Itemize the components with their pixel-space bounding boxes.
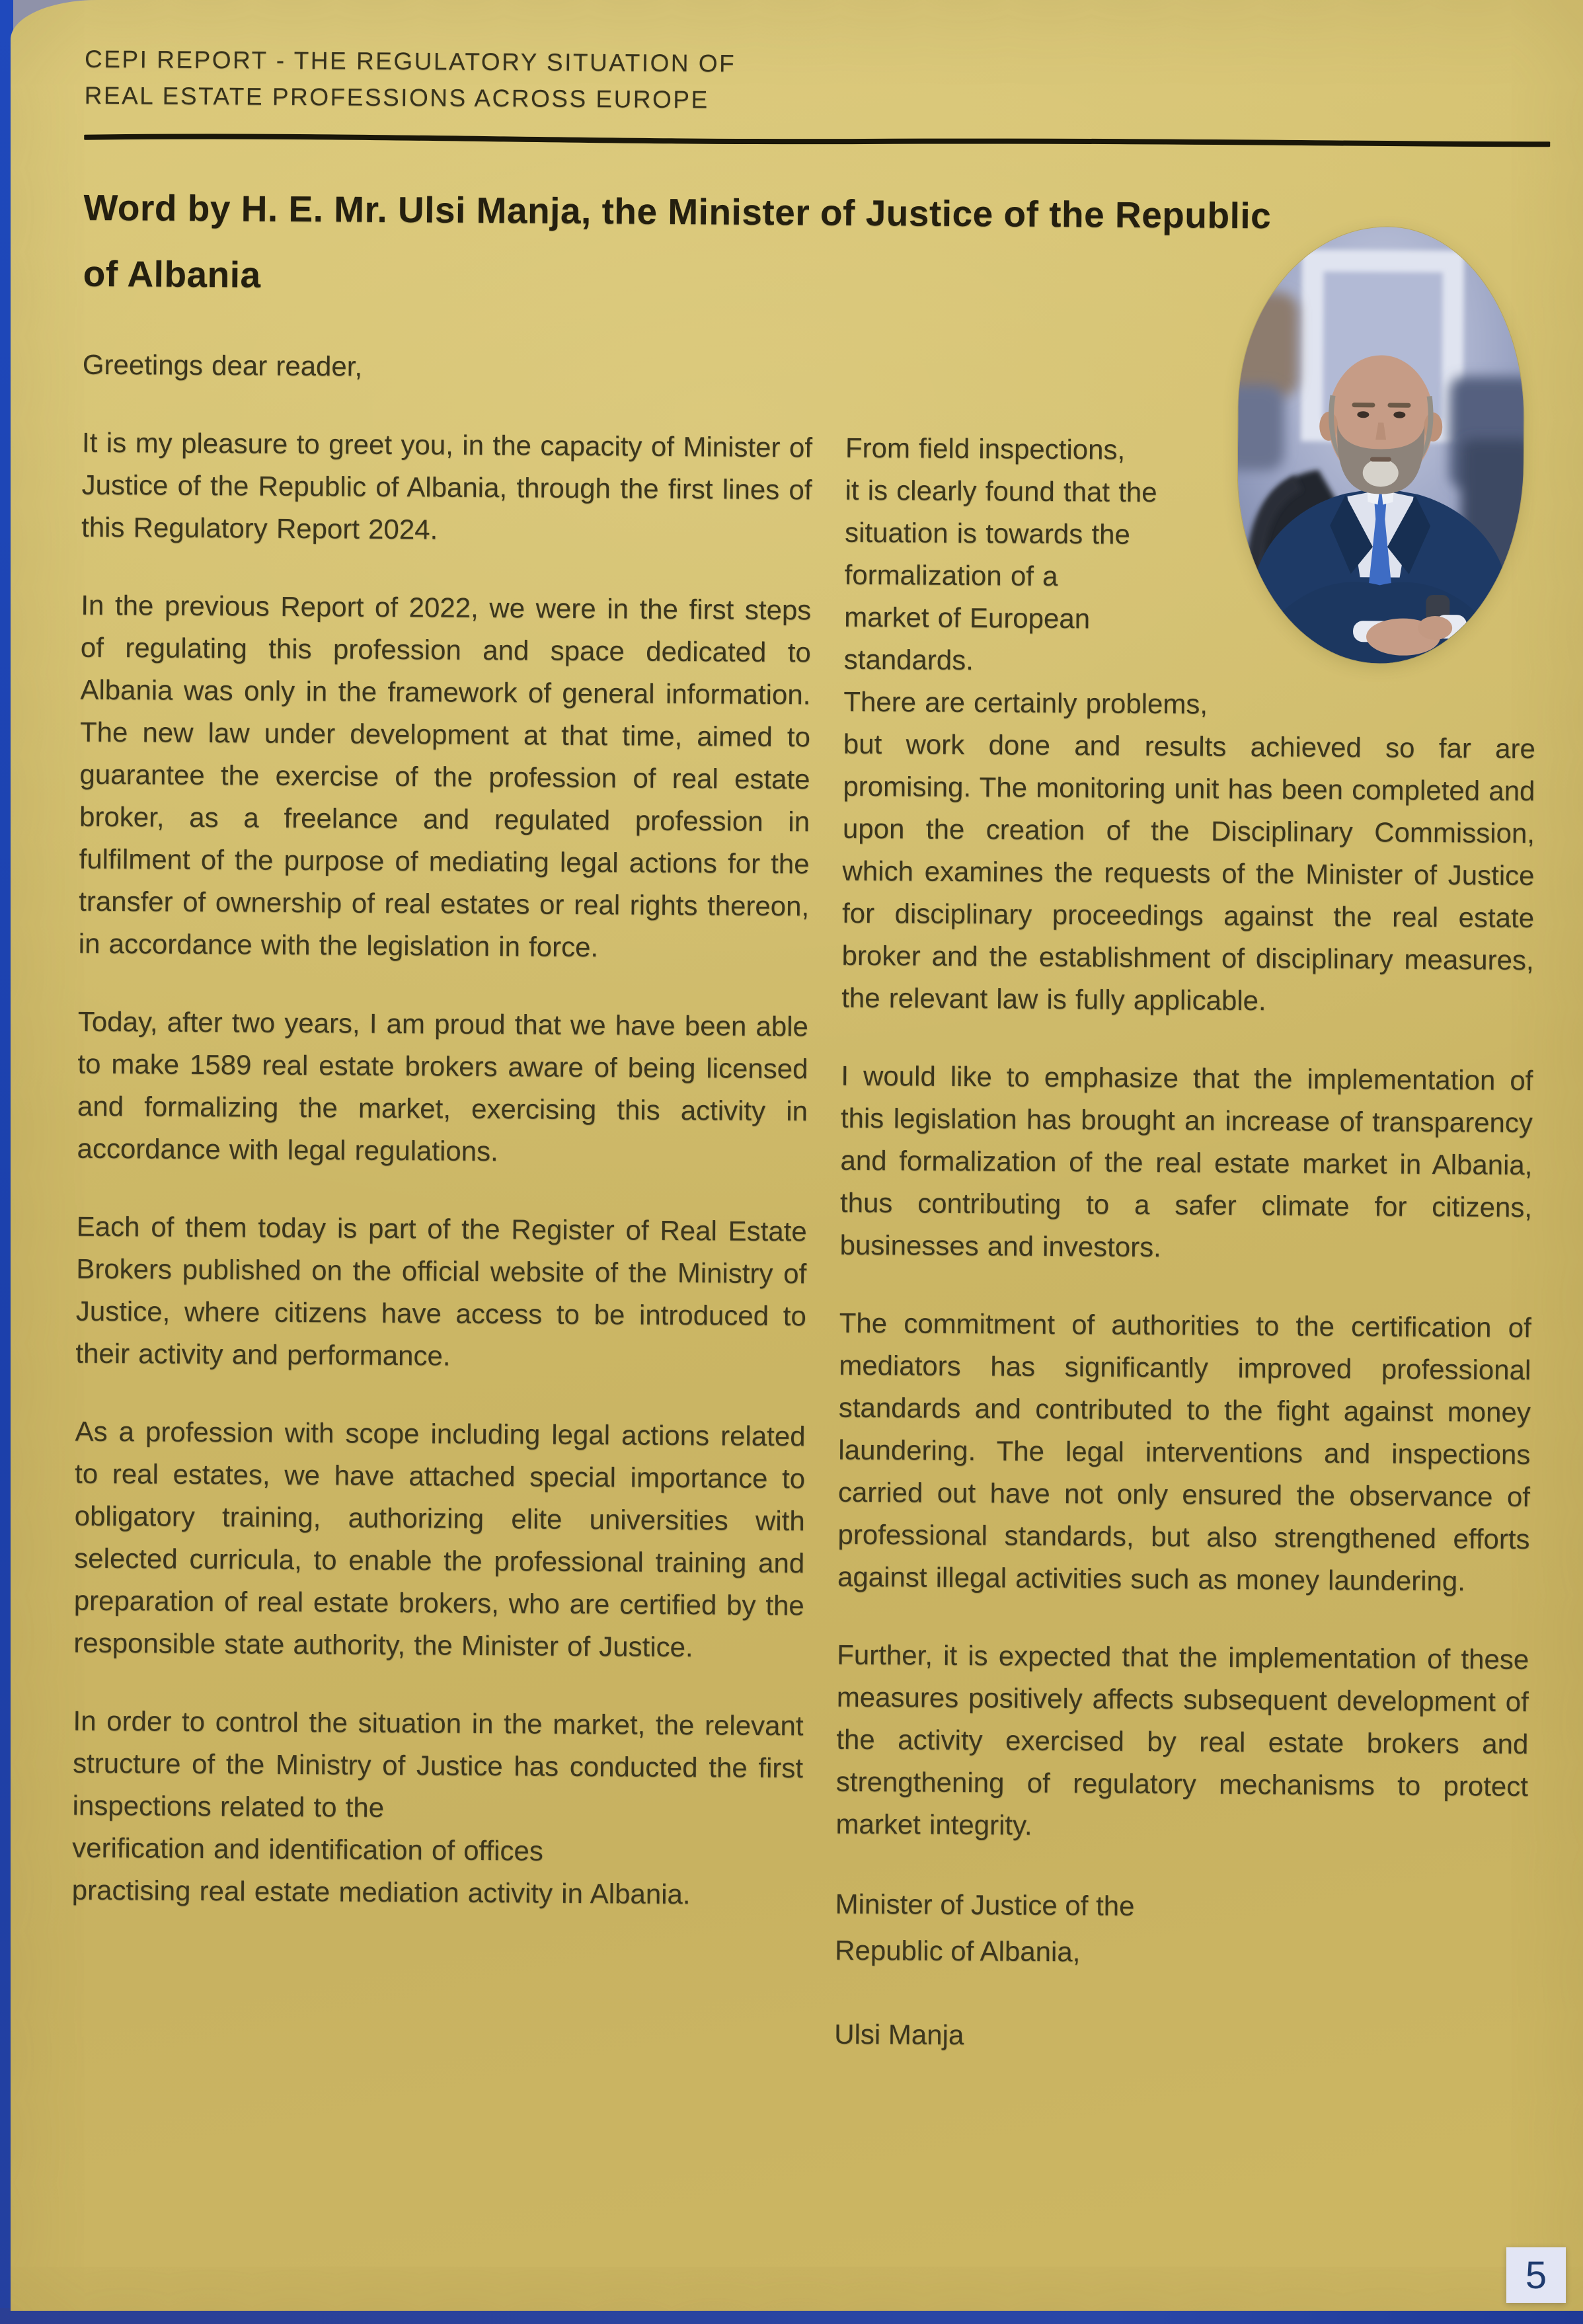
paragraph: In order to control the situation in the market, the relevant structure of the Ministry of Justice has conducted the first inspections related to the verification and identification of offices practising real estate mediation activity in Albania. [71,1705,804,1910]
paragraph: The commitment of authorities to the certification of mediators has significantly improved professional standards and contributed to the fight against money laundering. The legal interventions and inspections carried out have not only ensured the observance of professional standards, but also strengthened efforts against illegal activities such as money laundering. [837,1307,1531,1597]
paragraph: In the previous Report of 2022, we were in the first steps of regulating this profession and space dedicated to Albania was only in the framework of general information. The new law under development at that time, aimed to guarantee the exercise of the profession of real estate broker, as a freelance and regulated profession in fulfilment of the purpose of mediating legal actions for the transfer of ownership of real estates or real rights thereon, in accordance with the legislation in force. [78,589,812,963]
report-page [11,0,1583,2311]
page-title: Word by H. E. Mr. Ulsi Manja, the Minister of Justice of the Republic of Albania [83,186,1272,295]
paragraph: Each of them today is part of the Register of Real Estate Brokers published on the official website of the Ministry of Justice, where citizens have access to be introduced to their activity and performance. [75,1210,807,1372]
paragraph: From field inspections, it is clearly found that the situation is towards the formalization of a market of European standards. There are certainly problems, but work done and results achieved so far are promising. The monitoring unit has been completed and upon the creation of the Disciplinary Commission, which examines the requests of the Minister of Justice for disciplinary proceedings against the real estate broker and the establishment of disciplinary measures, the relevant law is fully applicable. [841,432,1536,1017]
header-divider-rule [84,131,1550,151]
paragraph: Greetings dear reader, [82,348,363,382]
paragraph: Further, it is expected that the implementation of these measures positively affects subsequent development of the activity exercised by real estate brokers and strengthening of regulatory mechanisms to protect market integrity. [835,1639,1529,1841]
minister-portrait-photo [1237,226,1525,664]
paragraph: It is my pleasure to greet you, in the capacity of Minister of Justice of the Republic of Albania, through the first lines of this Regulatory Report 2024. [81,426,813,545]
left-column [71,344,813,2056]
page-number-badge: 5 [1506,2247,1566,2303]
signoff-role: Minister of Justice of the Republic of Albania, [834,1888,1135,1968]
signature-name: Ulsi Manja [834,2018,964,2051]
paragraph: As a profession with scope including legal actions related to real estates, we have attached special importance to obligatory training, authorizing elite universities with selected curricula, to enable the professional training and preparation of real estate brokers, who are certified by the responsible state authority, the Minister of Justice. [73,1415,806,1663]
paragraph: I would like to emphasize that the implementation of this legislation has brought an increase of transparency and formalization of the real estate market in Albania, thus contributing to a safer climate for citizens, businesses and investors. [839,1060,1533,1263]
minister-portrait-illustration [1237,226,1525,664]
paragraph: Today, after two years, I am proud that we have been able to make 1589 real estate brokers aware of being licensed and formalizing the market, exercising this activity in accordance with legal regulations. [77,1005,809,1167]
report-header: CEPI REPORT - THE REGULATORY SITUATION OF REAL ESTATE PROFESSIONS ACROSS EUROPE [84,45,736,114]
